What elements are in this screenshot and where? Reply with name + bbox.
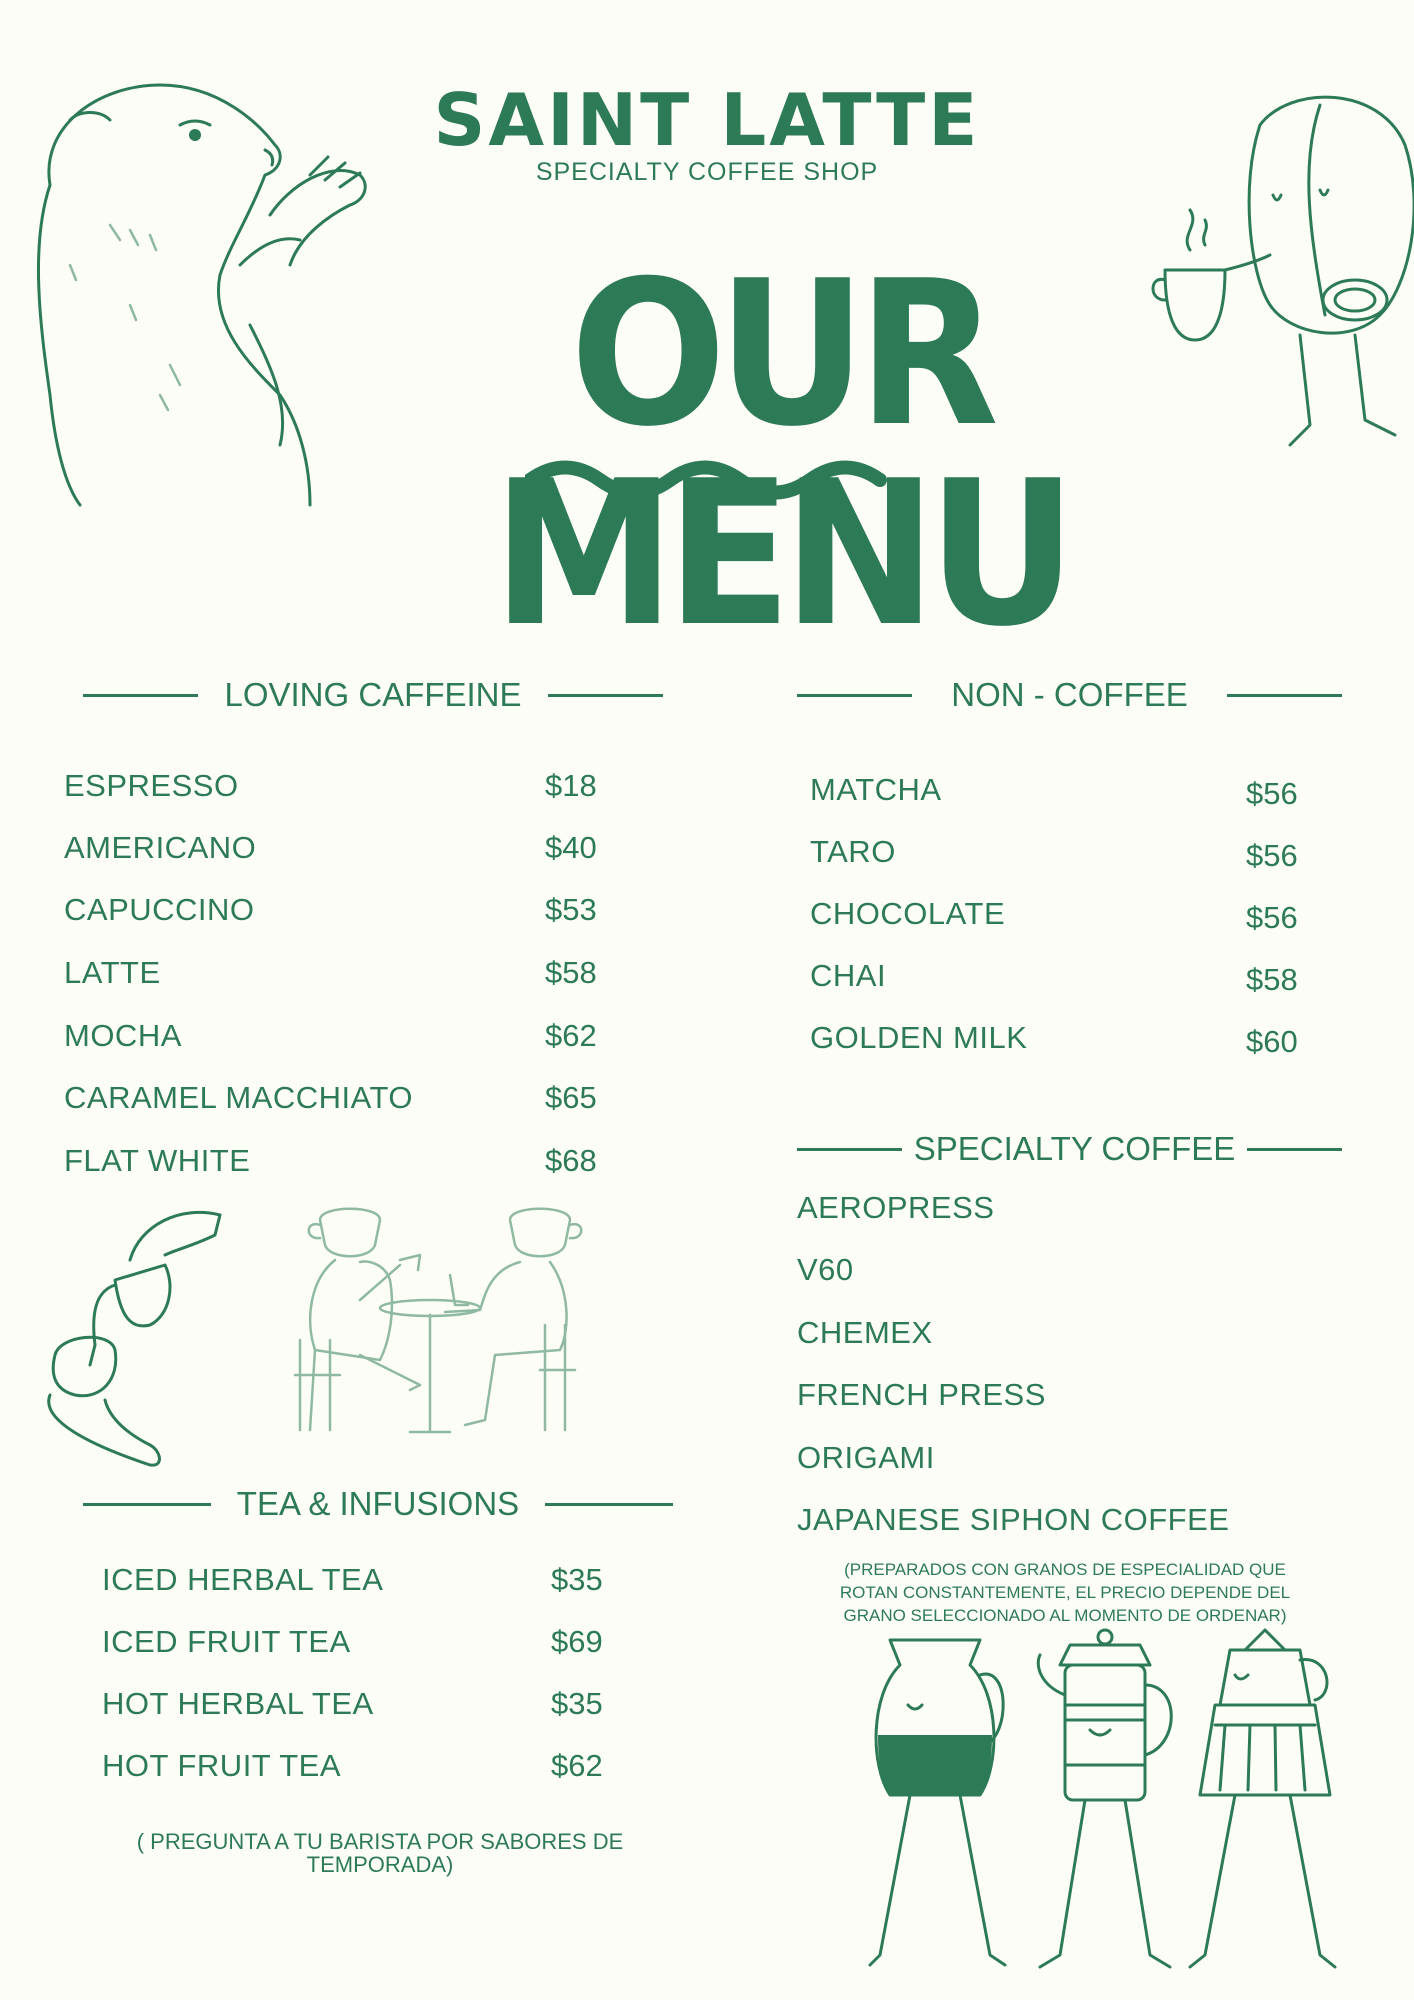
menu-item-french-press: FRENCH PRESS <box>797 1377 1046 1412</box>
menu-price: $35 <box>551 1562 603 1597</box>
heading-rule <box>1227 694 1342 697</box>
section-heading-tea-infusions <box>83 1482 673 1526</box>
menu-item-iced-herbal-tea: ICED HERBAL TEA <box>102 1562 384 1597</box>
menu-item-chocolate: CHOCOLATE <box>810 896 1006 931</box>
menu-price: $56 <box>1246 838 1298 873</box>
menu-item-golden-milk: GOLDEN MILK <box>810 1020 1028 1055</box>
specialty-note: (PREPARADOS CON GRANOS DE ESPECIALIDAD QUE ROTAN CONSTANTEMENTE, EL PRECIO DEPENDE DEL GRANO SELECCIONADO AL MOMENTO DE ORDENAR) <box>839 1560 1291 1625</box>
menu-price: $56 <box>1246 776 1298 811</box>
heading-rule <box>545 1503 673 1506</box>
pour-latte-illustration <box>30 1205 230 1485</box>
menu-price: $58 <box>1246 962 1298 997</box>
heading-rule <box>797 1148 902 1151</box>
tea-note: ( PREGUNTA A TU BARISTA POR SABORES DE TEMPORADA) <box>136 1829 624 1877</box>
heading-rule <box>83 1503 211 1506</box>
menu-item-hot-herbal-tea: HOT HERBAL TEA <box>102 1686 374 1721</box>
coffee-bean-character <box>1150 85 1414 465</box>
menu-price: $56 <box>1246 900 1298 935</box>
menu-item-hot-fruit-tea: HOT FRUIT TEA <box>102 1748 342 1783</box>
heading-rule <box>83 694 198 697</box>
menu-price: $35 <box>551 1686 603 1721</box>
menu-item-japanese-siphon-coffee: JAPANESE SIPHON COFFEE <box>797 1502 1230 1537</box>
menu-item-iced-fruit-tea: ICED FRUIT TEA <box>102 1624 351 1659</box>
menu-price: $60 <box>1246 1024 1298 1059</box>
section-heading-non-coffee <box>797 673 1342 717</box>
menu-price: $18 <box>545 768 597 803</box>
menu-price: $58 <box>545 955 597 990</box>
menu-item-origami: ORIGAMI <box>797 1440 935 1475</box>
otter-illustration <box>10 65 380 515</box>
menu-item-flat-white: FLAT WHITE <box>64 1143 251 1178</box>
menu-item-americano: AMERICANO <box>64 830 257 865</box>
menu-price: $62 <box>551 1748 603 1783</box>
menu-item-capuccino: CAPUCCINO <box>64 892 255 927</box>
menu-price: $40 <box>545 830 597 865</box>
menu-item-latte: LATTE <box>64 955 161 990</box>
menu-item-v60: V60 <box>797 1252 854 1287</box>
heading-rule <box>548 694 663 697</box>
page-title: OUR MENU <box>492 238 1068 671</box>
section-title: SPECIALTY COFFEE <box>913 1130 1236 1167</box>
heading-rule <box>797 694 912 697</box>
menu-item-aeropress: AEROPRESS <box>797 1190 995 1225</box>
menu-item-caramel-macchiato: CARAMEL MACCHIATO <box>64 1080 413 1115</box>
menu-price: $65 <box>545 1080 597 1115</box>
menu-price: $69 <box>551 1624 603 1659</box>
menu-price: $62 <box>545 1018 597 1053</box>
section-heading-specialty-coffee <box>797 1127 1342 1171</box>
menu-price: $68 <box>545 1143 597 1178</box>
section-heading-loving-caffeine <box>83 673 663 717</box>
menu-price: $53 <box>545 892 597 927</box>
menu-item-mocha: MOCHA <box>64 1018 182 1053</box>
wave-divider <box>525 455 890 505</box>
menu-item-chai: CHAI <box>810 958 887 993</box>
brand-tagline: SPECIALTY COFFEE SHOP <box>535 158 879 186</box>
menu-item-espresso: ESPRESSO <box>64 768 239 803</box>
heading-rule <box>1247 1148 1342 1151</box>
walking-coffee-pots-illustration <box>860 1625 1350 1985</box>
menu-item-matcha: MATCHA <box>810 772 942 807</box>
section-title: NON - COFFEE <box>951 676 1188 713</box>
section-title: TEA & INFUSIONS <box>236 1485 520 1522</box>
menu-item-taro: TARO <box>810 834 896 869</box>
brand-name: SAINT LATTE <box>433 78 981 162</box>
menu-item-chemex: CHEMEX <box>797 1315 933 1350</box>
section-title: LOVING CAFFEINE <box>224 676 522 713</box>
cafe-scene-illustration <box>290 1200 600 1450</box>
